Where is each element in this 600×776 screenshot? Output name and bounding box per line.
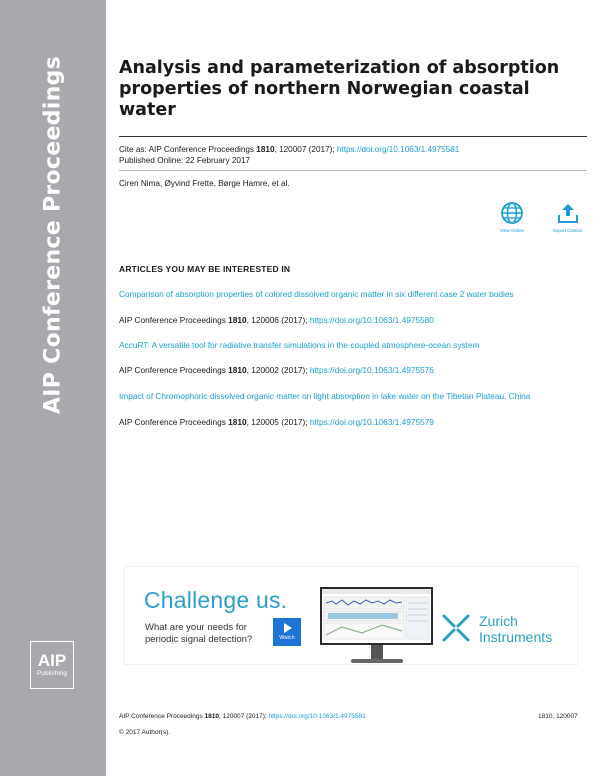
logo-aip-text: AIP bbox=[37, 651, 67, 670]
related-article-citation: AIP Conference Proceedings 1810, 120002 (2017); https://doi.org/10.1063/1.4975576 bbox=[119, 365, 434, 375]
related-article-citation: AIP Conference Proceedings 1810, 120006 (2017); https://doi.org/10.1063/1.4975580 bbox=[119, 315, 434, 325]
export-icon bbox=[556, 201, 580, 225]
footer-page-ref: 1810, 120007 bbox=[538, 713, 578, 720]
footer-citation: AIP Conference Proceedings 1810, 120007 (2017); https://doi.org/10.1063/1.4975581 bbox=[119, 713, 366, 720]
logo-publishing-text: Publishing bbox=[37, 670, 67, 677]
view-online-button[interactable] bbox=[500, 201, 524, 233]
related-article-doi-link[interactable]: https://doi.org/10.1063/1.4975576 bbox=[309, 365, 434, 375]
export-citation-button[interactable] bbox=[553, 201, 583, 233]
related-article-title[interactable]: Impact of Chromophoric dissolved organic matter on light absorption in lake water on the Tibetan Plateau, China bbox=[119, 391, 531, 401]
ad-watch-label: Watch bbox=[279, 635, 295, 641]
monitor-base bbox=[351, 659, 403, 663]
meta-divider bbox=[119, 170, 587, 171]
related-heading: ARTICLES YOU MAY BE INTERESTED IN bbox=[119, 264, 291, 274]
citation-doi-link[interactable]: https://doi.org/10.1063/1.4975581 bbox=[336, 145, 460, 154]
view-online-label: View Online bbox=[500, 228, 524, 233]
signal-plot-graphic bbox=[322, 589, 431, 643]
related-article-title[interactable]: Comparison of absorption properties of colored dissolved organic matter in six different case 2 water bodies bbox=[119, 289, 514, 299]
article-title: Analysis and parameterization of absorption properties of northern Norwegian coastal water bbox=[119, 58, 560, 120]
globe-icon bbox=[500, 201, 524, 225]
zurich-instruments-logo-icon bbox=[441, 613, 471, 643]
advertisement-banner[interactable] bbox=[124, 566, 578, 665]
related-article-doi-link[interactable]: https://doi.org/10.1063/1.4975580 bbox=[309, 315, 434, 325]
export-citation-label: Export Citation bbox=[553, 228, 583, 233]
monitor-screen bbox=[322, 589, 431, 643]
zurich-instruments-brand: Zurich Instruments bbox=[479, 613, 553, 645]
related-article-citation: AIP Conference Proceedings 1810, 120005 (2017); https://doi.org/10.1063/1.4975579 bbox=[119, 417, 434, 427]
monitor-stand bbox=[371, 645, 383, 659]
ad-watch-button[interactable] bbox=[273, 618, 301, 646]
play-icon bbox=[284, 623, 292, 633]
ad-headline: Challenge us. bbox=[144, 587, 288, 613]
title-divider bbox=[119, 136, 587, 137]
citation-volume: 1810 bbox=[256, 145, 275, 154]
published-date: Published Online: 22 February 2017 bbox=[119, 156, 251, 165]
monitor-image bbox=[320, 587, 433, 645]
related-article-title[interactable]: AccuRT: A versatile tool for radiative transfer simulations in the coupled atmosphere-ocean system bbox=[119, 340, 480, 350]
journal-name: AIP Conference Proceedings bbox=[40, 55, 66, 415]
copyright: © 2017 Author(s). bbox=[119, 729, 171, 736]
related-article-doi-link[interactable]: https://doi.org/10.1063/1.4975579 bbox=[309, 417, 434, 427]
authors[interactable]: Ciren Nima, Øyvind Frette, Børge Hamre, et al. bbox=[119, 179, 290, 188]
citation-line: Cite as: AIP Conference Proceedings 1810, 120007 (2017); https://doi.org/10.1063/1.4975581 bbox=[119, 145, 460, 154]
footer-doi-link[interactable]: https://doi.org/10.1063/1.4975581 bbox=[268, 713, 366, 720]
ad-question: What are your needs for periodic signal detection? bbox=[145, 622, 253, 645]
aip-publishing-logo[interactable] bbox=[30, 641, 74, 689]
journal-sidebar bbox=[0, 0, 106, 776]
